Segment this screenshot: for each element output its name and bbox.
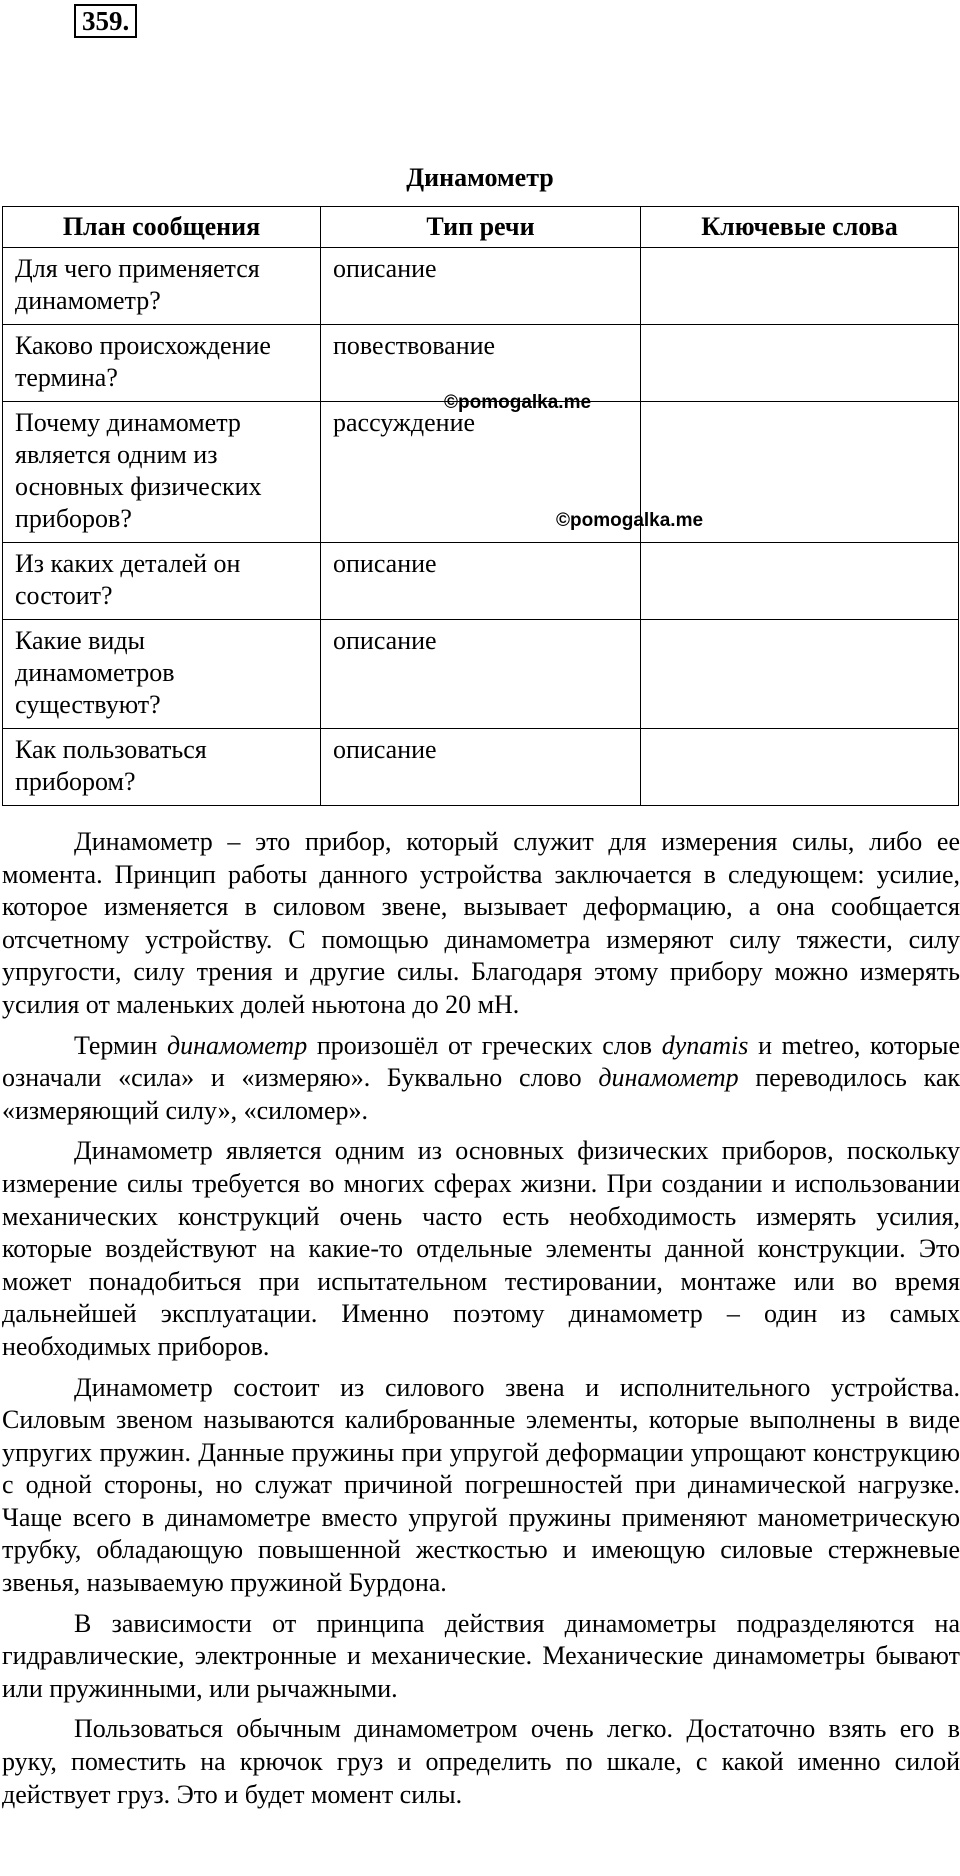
text-run: Термин: [74, 1030, 167, 1060]
paragraph-definition: Динамометр – это прибор, который служит для измерения силы, либо ее момента. Принцип работы данного устройства заключается в следующем: усилие, которое изменяется в силовом звене, вызывает деформацию, а она сообщается отсчетному устройству. С помощью динамометра измеряют силу тяжести, силу упругости, силу трения и другие силы. Благодаря этому прибору можно измерять усилия от маленьких долей ньютона до 20 мН.: [2, 827, 960, 1019]
watermark: ©pomogalka.me: [444, 392, 592, 413]
table-row: [3, 620, 959, 729]
watermark: ©pomogalka.me: [556, 510, 704, 531]
italic-term: динамометр: [166, 1030, 308, 1060]
plan-cell: Как пользоваться прибором?: [3, 729, 321, 806]
text-run: произошёл от греческих слов: [307, 1030, 662, 1060]
table-row: [3, 729, 959, 806]
plan-cell: Из каких деталей он состоит?: [3, 543, 321, 620]
speech-type-cell: описание: [321, 620, 641, 729]
keywords-cell: [641, 248, 959, 325]
table-row: [3, 248, 959, 325]
header-keywords: Ключевые слова: [641, 207, 959, 248]
speech-type-cell: описание: [321, 248, 641, 325]
italic-term: динамометр: [598, 1063, 739, 1093]
message-plan-table: [2, 206, 959, 806]
table-row: [3, 543, 959, 620]
table-row: [3, 325, 959, 402]
table-row: [3, 402, 959, 543]
header-plan: План сообщения: [3, 207, 321, 248]
table-header-row: [3, 207, 959, 248]
paragraph-importance: Динамометр является одним из основных физических приборов, поскольку измерение силы требуется во многих сферах жизни. При создании и использовании механических конструкций очень часто есть необходимость измерять усилия, которые воздействуют на какие-то отдельные элементы данной конструкции. Это может понадобиться при испытательном тестировании, монтаже или во время дальнейшей эксплуатации. Именно поэтому динамометр – один из самых необходимых приборов.: [2, 1136, 960, 1361]
keywords-cell: [641, 729, 959, 806]
italic-term: dynamis: [661, 1030, 749, 1060]
speech-type-cell: рассуждение: [321, 402, 641, 543]
speech-type-cell: описание: [321, 729, 641, 806]
header-speech-type: Тип речи: [321, 207, 641, 248]
text-run: переводилось как «измеряющий силу», «силомер».: [2, 1063, 960, 1125]
plan-cell: Почему динамометр является одним из основных физических приборов?: [3, 402, 321, 543]
keywords-cell: [641, 543, 959, 620]
plan-cell: Для чего применяется динамометр?: [3, 248, 321, 325]
speech-type-cell: описание: [321, 543, 641, 620]
paragraph-usage: Пользоваться обычным динамометром очень легко. Достаточно взять его в руку, поместить на крючок груз и определить по шкале, с какой именно силой действует груз. Это и будет момент силы.: [2, 1714, 960, 1809]
paragraph-types: В зависимости от принципа действия динамометры подразделяются на гидравлические, электронные и механические. Механические динамометры бывают или пружинными, или рычажными.: [2, 1608, 960, 1703]
text-run: и metreo, которые означали «сила» и «измеряю». Буквально слово: [2, 1030, 960, 1093]
plan-cell: Какие виды динамометров существуют?: [3, 620, 321, 729]
paragraph-construction: Динамометр состоит из силового звена и исполнительного устройства. Силовым звеном называются калиброванные элементы, которые выполнены в виде упругих пружин. Данные пружины при упругой деформации упрощают конструкцию с одной стороны, но служат причиной погрешностей при динамической нагрузке. Чаще всего в динамометре вместо упругой пружины применяют манометрическую трубку, обладающую повышенной жесткостью и имеющую силовые стержневые звенья, называемую пружиной Бурдона.: [2, 1372, 960, 1598]
article-body: [2, 826, 960, 1819]
keywords-cell: [641, 620, 959, 729]
exercise-number: 359.: [74, 4, 137, 38]
keywords-cell: [641, 325, 959, 402]
paragraph-term-origin: [2, 1030, 960, 1128]
speech-type-cell: повествование: [321, 325, 641, 402]
document-title: Динамометр: [406, 163, 554, 192]
plan-cell: Каково происхождение термина?: [3, 325, 321, 402]
